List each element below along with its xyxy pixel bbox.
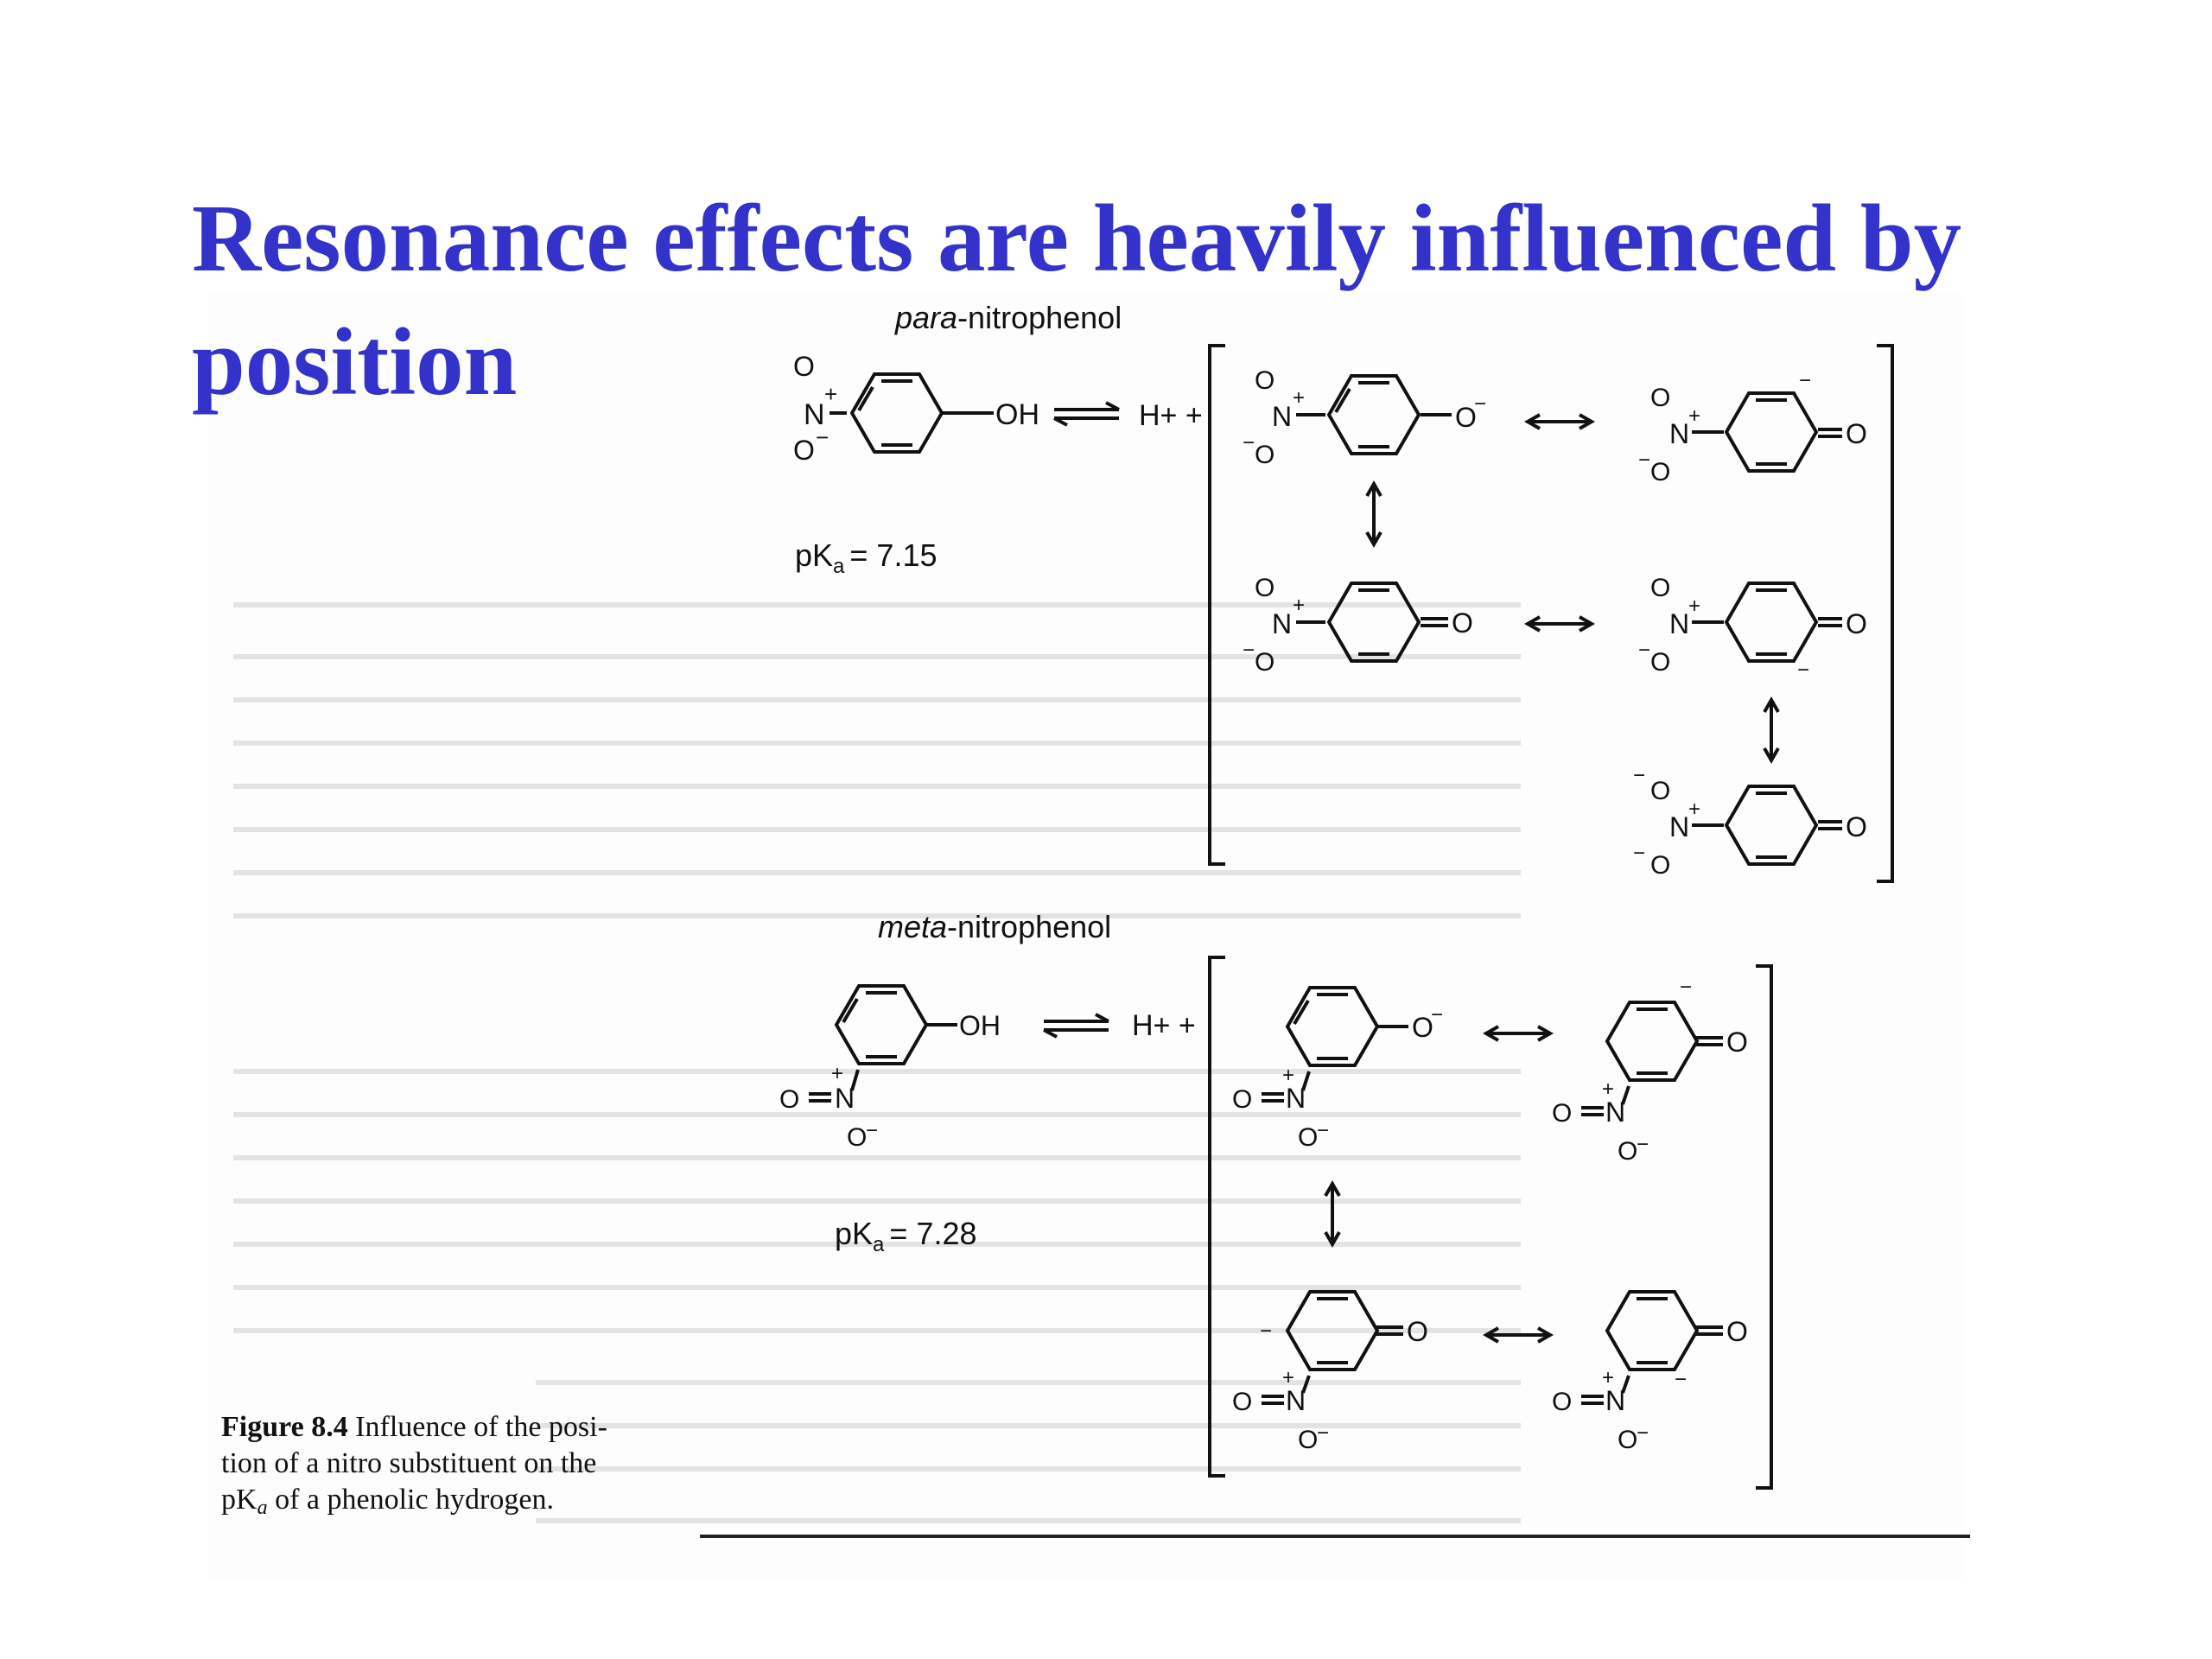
svg-text:O: O xyxy=(1407,1316,1428,1347)
svg-text:O: O xyxy=(1726,1027,1748,1058)
meta-h-plus: H+ + xyxy=(1132,1009,1196,1042)
para-pka: $pK_a = 7.15$ xyxy=(795,537,938,578)
svg-text:O: O xyxy=(793,351,815,382)
svg-text:O: O xyxy=(1650,777,1671,805)
svg-text:−: − xyxy=(1637,1421,1649,1445)
svg-text:N: N xyxy=(1669,608,1690,639)
svg-text:O: O xyxy=(1232,1388,1253,1416)
svg-text:O: O xyxy=(1255,441,1275,469)
svg-text:−: − xyxy=(1243,431,1255,454)
svg-text:−: − xyxy=(1633,842,1646,865)
svg-text:O: O xyxy=(1255,366,1275,395)
meta-label: meta-nitrophenol xyxy=(878,909,1112,944)
svg-text:+: + xyxy=(1602,1366,1615,1389)
svg-text:+: + xyxy=(1293,594,1306,617)
svg-text:+: + xyxy=(1688,798,1701,821)
svg-text:O: O xyxy=(1650,851,1671,880)
svg-text:N: N xyxy=(1272,401,1293,432)
meta-pka: $pK_a = 7.28$ xyxy=(835,1216,977,1256)
svg-text:O: O xyxy=(1618,1137,1638,1166)
svg-text:O: O xyxy=(847,1123,868,1152)
svg-text:O: O xyxy=(1650,574,1671,602)
svg-text:O: O xyxy=(1650,458,1671,486)
svg-text:N: N xyxy=(1286,1385,1306,1416)
svg-text:N: N xyxy=(804,398,825,431)
svg-text:N: N xyxy=(1272,608,1293,639)
slide-title: Resonance effects are heavily influenced by position xyxy=(192,186,1962,416)
svg-text:O: O xyxy=(1298,1123,1319,1152)
svg-text:O: O xyxy=(1650,384,1671,412)
svg-text:−: − xyxy=(1260,1319,1273,1343)
figure-caption xyxy=(221,1411,607,1519)
svg-text:O: O xyxy=(1618,1426,1638,1454)
svg-text:O: O xyxy=(1726,1316,1748,1347)
svg-text:−: − xyxy=(1799,369,1812,392)
svg-text:N: N xyxy=(1605,1385,1626,1416)
svg-text:−: − xyxy=(1675,1368,1688,1391)
svg-text:O: O xyxy=(1846,608,1867,639)
para-h-plus: H+ + xyxy=(1139,399,1203,432)
svg-text:−: − xyxy=(866,1119,879,1142)
svg-text:+: + xyxy=(1282,1064,1295,1087)
svg-text:+: + xyxy=(824,381,838,407)
svg-text:−: − xyxy=(1317,1119,1330,1142)
svg-text:O: O xyxy=(793,435,815,466)
svg-text:+: + xyxy=(1293,386,1306,410)
svg-text:O: O xyxy=(1412,1012,1433,1043)
svg-text:O: O xyxy=(1255,574,1275,602)
svg-text:−: − xyxy=(816,424,830,450)
svg-text:−: − xyxy=(1633,764,1646,787)
svg-text:O: O xyxy=(1255,648,1275,677)
svg-text:pKa of a phenolic hydrogen.: pKa of a phenolic hydrogen. xyxy=(221,1484,554,1519)
svg-text:−: − xyxy=(1474,392,1487,416)
svg-text:Figure 8.4 Influence of the po: Figure 8.4 Influence of the posi- xyxy=(221,1411,607,1443)
svg-text:−: − xyxy=(1680,976,1693,999)
svg-text:−: − xyxy=(1431,1003,1444,1027)
svg-text:+: + xyxy=(1688,404,1701,428)
svg-text:N: N xyxy=(1669,418,1690,449)
svg-text:N: N xyxy=(1605,1096,1626,1128)
svg-text:N: N xyxy=(1669,811,1690,842)
svg-text:O: O xyxy=(1846,418,1867,449)
svg-text:−: − xyxy=(1243,639,1255,662)
svg-text:O: O xyxy=(1298,1426,1319,1454)
svg-text:N: N xyxy=(1286,1083,1306,1114)
svg-text:O: O xyxy=(1455,402,1477,433)
svg-text:O: O xyxy=(1452,607,1473,639)
svg-text:tion of a nitro substituent on: tion of a nitro substituent on the xyxy=(221,1447,597,1479)
svg-text:O: O xyxy=(1846,811,1867,842)
para-label: para-nitrophenol xyxy=(895,300,1122,335)
svg-text:−: − xyxy=(1317,1421,1330,1445)
svg-text:−: − xyxy=(1638,639,1651,662)
svg-text:OH: OH xyxy=(995,398,1039,431)
svg-text:O: O xyxy=(779,1085,800,1114)
svg-text:−: − xyxy=(1637,1133,1649,1156)
svg-text:OH: OH xyxy=(959,1010,1001,1041)
svg-text:−: − xyxy=(1638,448,1651,472)
svg-text:O: O xyxy=(1650,648,1671,677)
svg-text:O: O xyxy=(1232,1085,1253,1114)
svg-text:O: O xyxy=(1552,1099,1573,1128)
svg-text:N: N xyxy=(835,1083,855,1114)
svg-text:O: O xyxy=(1552,1388,1573,1416)
svg-text:+: + xyxy=(1688,594,1701,618)
svg-text:+: + xyxy=(1282,1366,1295,1389)
svg-text:+: + xyxy=(831,1062,844,1085)
svg-text:+: + xyxy=(1602,1077,1615,1101)
svg-text:−: − xyxy=(1797,658,1810,682)
